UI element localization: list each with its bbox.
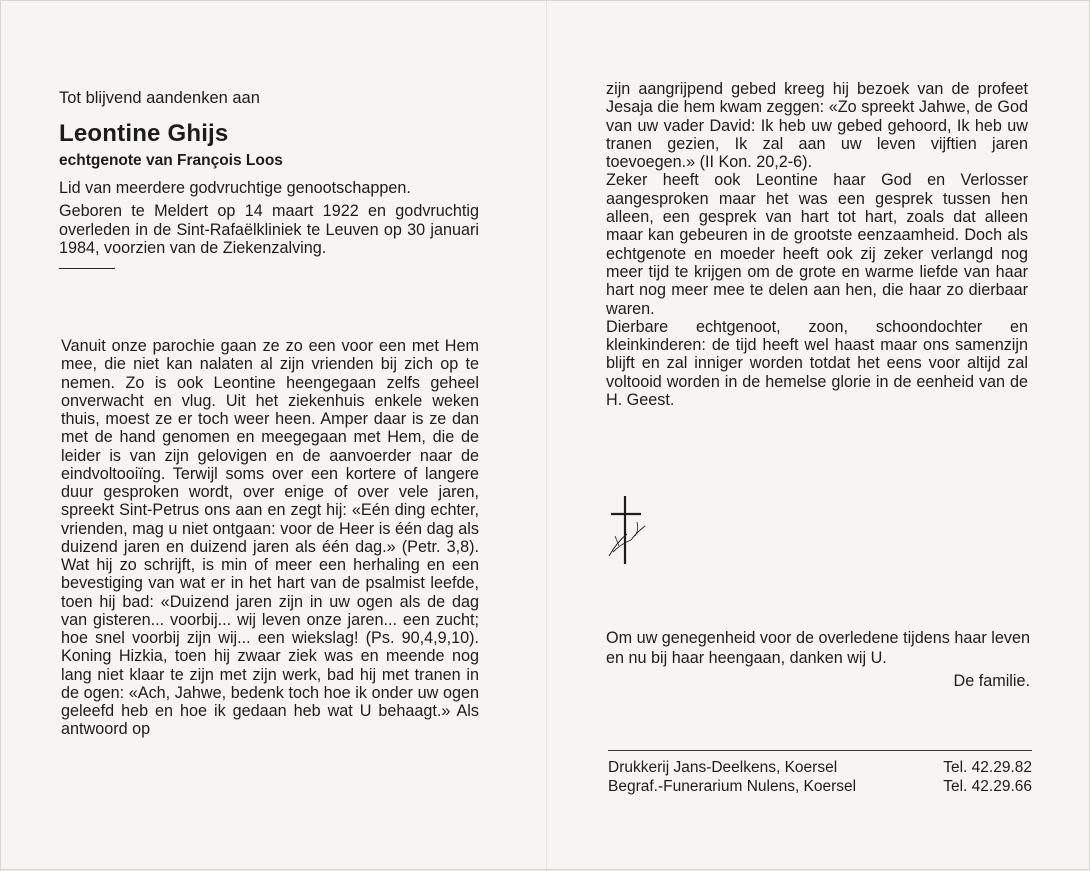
right-meditation-text	[606, 80, 1028, 409]
membership-line: Lid van meerdere godvruchtige genootschappen.	[59, 179, 411, 197]
printer-tel: Tel. 42.29.82	[943, 759, 1032, 776]
funeral-home-name: Begraf.-Funerarium Nulens, Koersel	[608, 778, 857, 795]
header-block	[59, 87, 479, 269]
funeral-home-tel: Tel. 42.29.66	[943, 778, 1032, 795]
thanks-block	[606, 628, 1030, 691]
card-fold	[546, 1, 547, 871]
deceased-name: Leontine Ghijs	[59, 120, 229, 147]
printer-divider	[608, 750, 1032, 751]
intro-line: Tot blijvend aandenken aan	[59, 89, 260, 107]
family-signature: De familie.	[953, 672, 1030, 690]
printer-credits	[608, 758, 1032, 796]
biography-text: Geboren te Meldert op 14 maart 1922 en godvruchtig overleden in de Sint-Rafaëlkliniek te Leuven op 30 januari 1984, voorzien van de Ziekenzalving.	[59, 201, 479, 258]
left-meditation-text: Vanuit onze parochie gaan ze zo een voor een met Hem mee, die niet kan nalaten al zijn vrienden bij zich op te nemen. Zo is ook Leontine heengegaan zelfs geheel onverwacht en vlug. Uit het ziekenhuis enkele weken thuis, moest ze er toch weer heen. Amper daar is ze dan met de hand genomen en meegegaan met Hem, die de leider is van zijn gelovigen en de aanvoerder naar de eindvoltooiïng. Terwijl soms over een kortere of langere duur gesproken wordt, over enige of over vele jaren, spreekt Sint-Petrus ons aan en zegt hij: «Eén ding echter, vrienden, mag u niet ontgaan: voor de Heer is één dag als duizend jaren en duizend jaren als één dag.» (Petr. 3,8). Wat hij zo schrijft, is min of meer een herhaling en een bevestiging van wat er in het hart van de psalmist leefde, toen hij bad: «Duizend jaren zijn in uw ogen als de dag van gisteren... voorbij... wij leven onze jaren... een zucht; hoe snel voorbij zijn wij... een wiekslag! (Ps. 90,4,9,10). Koning Hizkia, toen hij zwaar ziek was en meende nog lang niet klaar te zijn met zijn werk, bad hij met tranen in de ogen: «Ach, Jahwe, bedenk toch hoe ik onder uw ogen geleefd heb en hoe ik gedaan heb wat U behaagt.» Als antwoord op	[61, 337, 479, 739]
short-divider	[59, 268, 115, 269]
right-paragraph-1: zijn aangrijpend gebed kreeg hij bezoek van de profeet Jesaja die hem kwam zeggen: «Zo spreekt Jahwe, de God van uw vader David: Ik heb uw gebed gehoord, Ik heb uw tranen gezien, Ik zal aan uw leven vijftien jaren toevoegen.» (II Kon. 20,2-6).	[606, 80, 1028, 172]
right-paragraph-2: Zeker heeft ook Leontine haar God en Verlosser aangesproken maar het was een gesprek tussen hen alleen, een gesprek van hart tot hart, zoals dat alleen maar kan gebeuren in de grootste eenzaamheid. Doch als echtgenote en moeder heeft ook zij zeker verlangd nog meer tijd te krijgen om de grote en warme liefde van haar hart nog meer mee te delen aan hen, die haar zo dierbaar waren.	[606, 171, 1028, 318]
funeral-home-row	[608, 777, 1032, 796]
printer-name: Drukkerij Jans-Deelkens, Koersel	[608, 759, 838, 776]
right-paragraph-3: Dierbare echtgenoot, zoon, schoondochter en kleinkinderen: de tijd heeft wel haast maar ons samenzijn blijft en zal inniger worden totdat het eens voor altijd zal voltooid worden in de hemelse glorie in de eenheid van de H. Geest.	[606, 317, 1028, 410]
printer-row	[608, 758, 1032, 777]
cross-with-grass-icon	[605, 494, 649, 566]
spouse-line: echtgenote van François Loos	[59, 152, 283, 169]
thanks-text: Om uw genegenheid voor de overledene tijdens haar leven en nu bij haar heengaan, danken wij U.	[606, 629, 1030, 667]
